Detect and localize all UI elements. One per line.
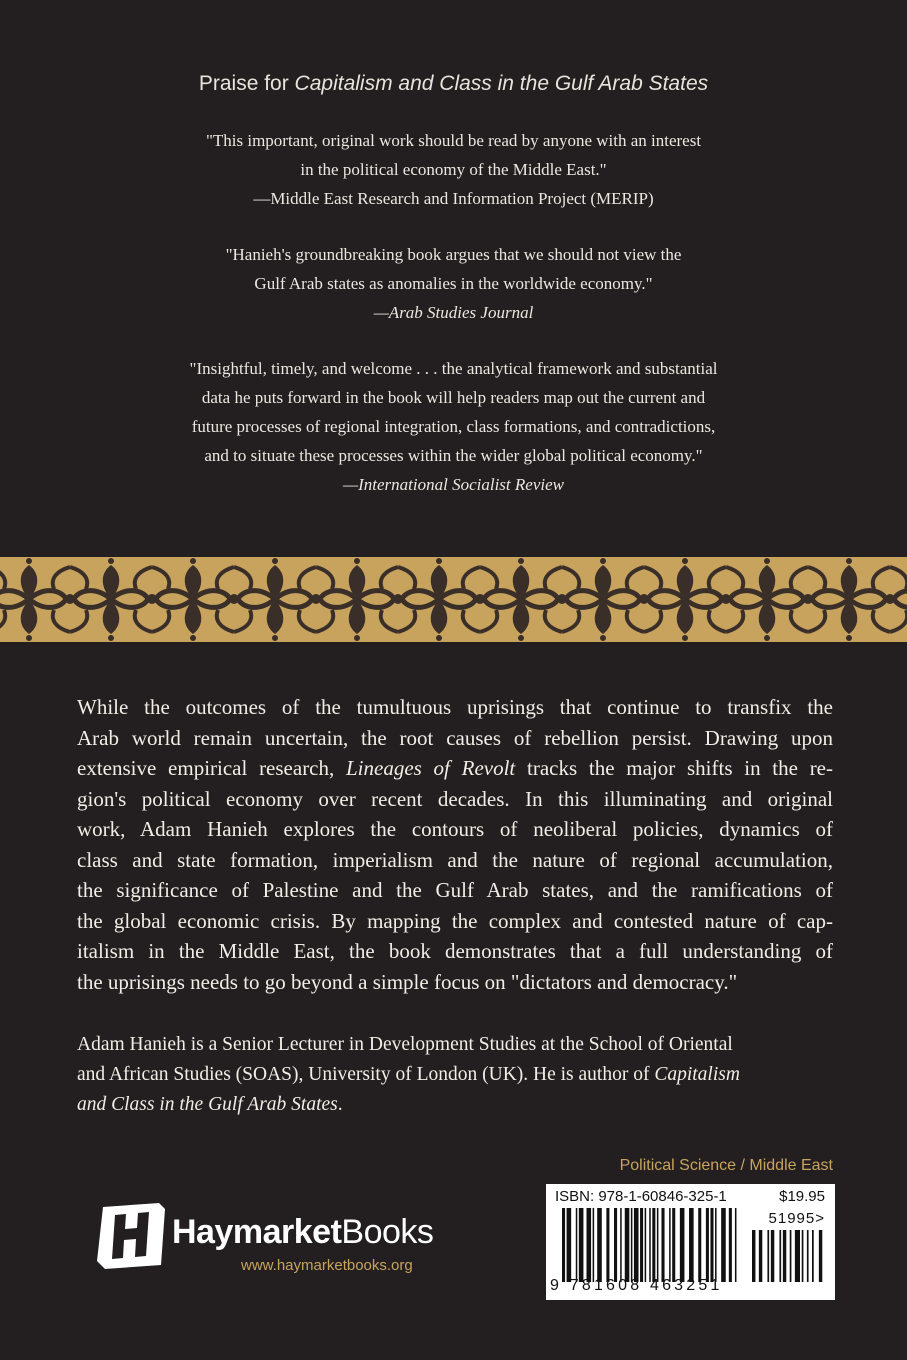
description-line: class and state formation, imperialism and the nature of regional accumulation, (77, 847, 833, 872)
book-description (77, 692, 833, 997)
category-label: Political Science / Middle East (619, 1157, 833, 1174)
description-line: italism in the Middle East, the book demonstrates that a full understanding of (77, 939, 833, 963)
barcode-bar (652, 1208, 655, 1282)
barcode-bar (680, 1208, 685, 1282)
barcode-bar (698, 1208, 701, 1282)
barcode-bar (802, 1230, 804, 1282)
barcode-bar (645, 1208, 647, 1282)
description-line (77, 753, 833, 784)
quote-line: "This important, original work should be read by anyone with an interest (205, 131, 702, 150)
praise-heading (0, 72, 907, 96)
barcode-bar (819, 1230, 822, 1282)
barcode-bar (807, 1230, 809, 1282)
barcode-bar (735, 1208, 737, 1282)
description-text: extensive empirical research, (77, 756, 346, 780)
barcode-bar (562, 1208, 565, 1282)
barcode-bar (752, 1230, 755, 1282)
barcode-bar (783, 1230, 786, 1282)
barcode-bar (606, 1208, 609, 1282)
ornament-band (0, 557, 907, 642)
barcode-bar (576, 1208, 578, 1282)
price-code: 51995> (768, 1210, 825, 1227)
bio-line (77, 1060, 833, 1090)
book-title: Lineages of Revolt (346, 756, 516, 780)
publisher-name (172, 1213, 433, 1252)
haymarket-h-logo-icon (95, 1199, 167, 1271)
price-text: $19.95 (779, 1188, 825, 1205)
barcode-bar (597, 1208, 602, 1282)
publisher-name-regular: Books (341, 1213, 434, 1251)
barcode-box (546, 1184, 835, 1300)
barcode-bar (579, 1208, 584, 1282)
quote-line: and to situate these processes within the wider global political economy." (204, 446, 703, 465)
description-line: the uprisings needs to go beyond a simple focus on "dictators and democracy." (77, 969, 738, 994)
author-bio (77, 1030, 833, 1120)
quote-attribution: —Middle East Research and Information Project (MERIP) (253, 189, 654, 208)
quote-attribution: —International Socialist Review (343, 475, 564, 494)
barcode-bar (759, 1230, 762, 1282)
barcode-bar (640, 1208, 643, 1282)
barcode-bar (771, 1230, 774, 1282)
description-line: the significance of Palestine and the Gulf Arab states, and the ramifications of (77, 878, 833, 902)
quote-line: data he puts forward in the book will help readers map out the current and (201, 388, 706, 407)
quote-line: Gulf Arab states as anomalies in the worldwide economy." (254, 274, 653, 293)
barcode-bar (625, 1208, 630, 1282)
quote-line: "Hanieh's groundbreaking book argues that we should not view the (225, 245, 682, 264)
barcode-bar (715, 1208, 717, 1282)
barcode-bar (614, 1208, 617, 1282)
praise-book-title: Capitalism and Class in the Gulf Arab States (294, 72, 709, 95)
barcode-bar (669, 1208, 671, 1282)
bio-line (77, 1090, 833, 1120)
review-quote-merip (0, 126, 907, 213)
barcode-bar (586, 1208, 591, 1282)
previous-book-title: and Class in the Gulf Arab States (77, 1094, 338, 1115)
barcode-bar (729, 1208, 732, 1282)
barcode-bar (567, 1208, 572, 1282)
quote-attribution: —Arab Studies Journal (373, 303, 534, 322)
description-line: While the outcomes of the tumultuous uprisings that continue to transfix the (77, 695, 833, 719)
barcode-bar (779, 1230, 781, 1282)
quote-line: in the political economy of the Middle East." (300, 160, 607, 179)
description-line: Arab world remain uncertain, the root causes of rebellion persist. Drawing upon (77, 725, 833, 750)
barcode-bar (620, 1208, 622, 1282)
review-quote-arab-studies (0, 240, 907, 327)
barcode-bar (649, 1208, 651, 1282)
barcode-bar (672, 1208, 675, 1282)
arabesque-pattern-icon (0, 557, 907, 642)
barcode-bar (721, 1208, 726, 1282)
publisher-url: www.haymarketbooks.org (241, 1257, 413, 1274)
isbn-text: ISBN: 978-1-60846-325-1 (555, 1188, 727, 1205)
bio-text: and African Studies (SOAS), University of London (UK). He is author of (77, 1064, 655, 1085)
barcode-bar (593, 1208, 595, 1282)
barcode-bar (706, 1208, 709, 1282)
barcode-bar (657, 1208, 659, 1282)
praise-prefix: Praise for (198, 72, 295, 95)
description-line: gion's political economy over recent decades. In this illuminating and original (77, 786, 833, 811)
barcode-bar (634, 1208, 639, 1282)
previous-book-title: Capitalism (654, 1064, 740, 1085)
barcode-bar (710, 1208, 713, 1282)
description-text: tracks the major shifts in the re- (515, 756, 833, 780)
barcode-bar (631, 1208, 633, 1282)
price-addon-barcode-icon (752, 1230, 824, 1282)
bio-text: . (337, 1094, 343, 1115)
barcode-bar (689, 1208, 694, 1282)
barcode-bar (812, 1230, 814, 1282)
review-quote-isr (0, 354, 907, 499)
publisher-name-bold: Haymarket (172, 1213, 342, 1251)
description-line: work, Adam Hanieh explores the contours of neoliberal policies, dynamics of (77, 817, 833, 841)
quote-line: "Insightful, timely, and welcome . . . the analytical framework and substantial (189, 359, 718, 378)
barcode-bar (661, 1208, 664, 1282)
bio-line: Adam Hanieh is a Senior Lecturer in Development Studies at the School of Oriental (77, 1034, 733, 1055)
quote-line: future processes of regional integration, class formations, and contradictions, (191, 417, 716, 436)
barcode-bar (795, 1230, 800, 1282)
ean-barcode-icon (562, 1208, 738, 1282)
barcode-bar (767, 1230, 769, 1282)
description-line: the global economic crisis. By mapping the complex and contested nature of cap- (77, 908, 833, 933)
ean-digits: 9 781608 463251 (550, 1277, 723, 1294)
barcode-bar (790, 1230, 792, 1282)
